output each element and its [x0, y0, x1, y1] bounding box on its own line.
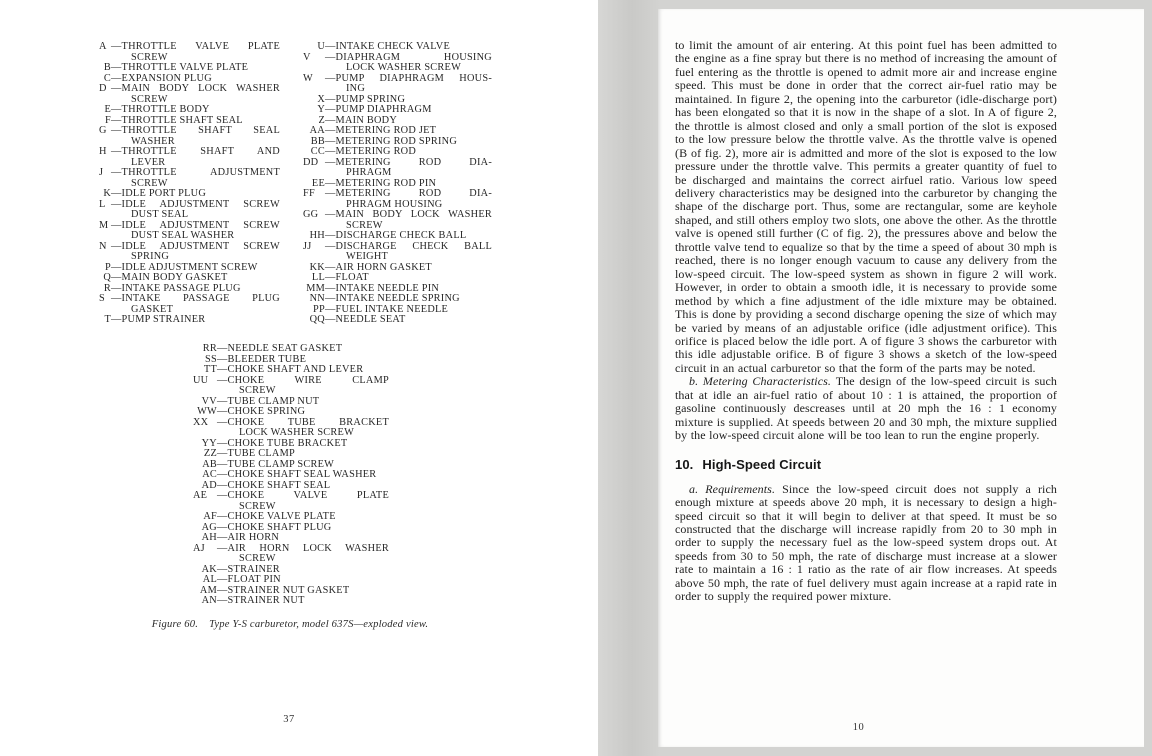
part-letter: AM: [199, 584, 217, 596]
part-name: CHOKE SPRING: [227, 406, 306, 417]
parts-list-entry: [99, 200, 280, 221]
parts-list-entry: [303, 315, 492, 326]
part-name-continuation: SCREW: [131, 51, 168, 63]
left-page-number: 37: [283, 714, 295, 725]
part-name: THROTTLE BODY: [121, 104, 210, 115]
part-name: INTAKE CHECK VALVE: [335, 41, 451, 52]
section-heading: [675, 457, 1057, 472]
dash: —: [217, 395, 228, 407]
part-name-continuation: LEVER: [131, 156, 166, 168]
part-name-continuation: GASKET: [131, 303, 174, 315]
parts-list-entry: [193, 491, 389, 512]
part-letter: E: [104, 104, 111, 115]
dash: —: [111, 293, 122, 304]
part-name: THROTTLE SHAFT SEAL: [121, 114, 243, 126]
part-name-continuation: ING: [346, 83, 366, 94]
part-letter: V: [303, 51, 311, 63]
part-name: STRAINER NUT GASKET: [227, 584, 350, 596]
part-letter: L: [99, 198, 106, 210]
part-letter: PP: [313, 303, 325, 315]
part-letter: EE: [311, 177, 325, 189]
part-letter: AA: [309, 125, 325, 136]
dash: —: [325, 135, 336, 147]
dash: —: [217, 353, 228, 365]
dash: —: [217, 416, 228, 428]
dash: —: [217, 521, 228, 533]
dash: —: [111, 83, 122, 94]
part-letter: AF: [203, 511, 217, 522]
parts-list-entry: [193, 376, 389, 397]
parts-list-entry: [303, 74, 492, 95]
part-name-continuation: SCREW: [239, 500, 276, 512]
part-name: STRAINER: [227, 563, 280, 575]
parts-list-upper-col2: [303, 42, 492, 326]
part-name: PUMP DIAPHRAGM HOUS-: [335, 72, 492, 84]
part-letter: YY: [201, 437, 217, 449]
part-letter: R: [103, 282, 111, 294]
part-name: IDLE ADJUSTMENT SCREW: [121, 219, 280, 231]
part-letter: KK: [309, 261, 325, 273]
body-paragraph: to limit the amount of air entering. At this point fuel has been admitted to the engine as a fine spray but there is no method of increasing the amount of fuel entering as the throttle is opened to admit more air and increase engine speed. This must be done in order that the correct air-fuel ratio may be maintained. In figure 2, the opening into the carburetor (idle-discharge port) has been elongated so that it is now in the shape of a slot. In A of figure 2, the throttle is almost closed and only a small portion of the slot is exposed to the low pressure below the throttle valve. As the throttle valve is opened (B of fig. 2), more air is admitted and more of the slot is exposed to the low pressure under the throttle valve. This permits a greater quantity of fuel to be discharged and maintains the correct airfuel ratio. Various low speed delivery characteristics may be designed into the carburetor by changing the shape of the discharge port. Thus, some are rectangular, some are keyhole shaped, and still others employ two slots, one above the other. As the throttle valve is opened still further (C of fig. 2), the pressures above and below the throttle valve tend to equalize so that by the time a speed of about 30 mph is reached, there is no longer enough vacuum to cause any delivery from the low-speed circuit. The low-speed system as shown in figure 2 will work. However, in order to obtain a smooth idle, it is necessary to provide some method by which a fine adjustment of the idle mixture may be obtained. This is done by providing a second discharge opening the size of which may be varied by means of an adjustable orifice (idle adjustment orifice). This orifice is placed below the idle port. A of figure 3 shows the carburetor with this idle adjustable orifice. B of figure 3 shows a sketch of the low-speed circuit in an actual carburetor so that the form of the parts may be noted.: [675, 38, 1057, 375]
part-name: DISCHARGE CHECK BALL: [335, 240, 492, 252]
parts-list-entry: [193, 418, 389, 439]
dash: —: [217, 542, 228, 554]
parts-list-entry: [99, 42, 280, 63]
dash: —: [111, 146, 122, 157]
dash: —: [111, 62, 122, 73]
dash: —: [325, 230, 336, 241]
dash: —: [325, 240, 336, 252]
dash: —: [217, 437, 228, 449]
part-name: CHOKE VALVE PLATE: [227, 490, 389, 501]
part-name-continuation: SCREW: [131, 93, 168, 105]
parts-list-entry: [99, 294, 280, 315]
part-name: TUBE CLAMP SCREW: [227, 458, 335, 470]
part-letter: W: [303, 72, 313, 84]
part-name: IDLE ADJUSTMENT SCREW: [121, 198, 280, 210]
parts-list-entry: [193, 596, 389, 607]
part-name: AIR HORN GASKET: [335, 261, 432, 273]
part-name-continuation: DUST SEAL WASHER: [131, 230, 235, 241]
part-letter: NN: [309, 293, 325, 304]
part-name-continuation: PHRAGM HOUSING: [346, 198, 443, 210]
dash: —: [325, 272, 336, 283]
parts-list-entry: [303, 189, 492, 210]
part-letter: RR: [202, 343, 217, 354]
part-name: CHOKE SHAFT SEAL WASHER: [227, 469, 377, 480]
dash: —: [325, 125, 336, 136]
part-letter: AB: [202, 458, 217, 470]
part-name: INTAKE PASSAGE PLUG: [121, 282, 241, 294]
part-name: MAIN BODY: [335, 114, 398, 126]
part-letter: DD: [303, 156, 319, 168]
body-paragraph: b. Metering Characteristics. The design of the low-speed circuit is such that at idle an air-fuel ratio of about 10 : 1 is attained, the proportion of gasoline continuously descreases until at 20 mph the 16 : 1 economy mixture is supplied. At speeds between 20 and 30 mph, the mixture supplied by the low-speed circuit alone will be too lean to run the engine properly.: [675, 374, 1057, 443]
part-letter: AE: [193, 490, 208, 501]
part-letter: H: [99, 146, 107, 157]
part-name: FUEL INTAKE NEEDLE: [335, 303, 449, 315]
part-name: FLOAT: [335, 272, 369, 283]
paragraph-lead: b. Metering Characteristics.: [689, 374, 836, 389]
part-name: CHOKE TUBE BRACKET: [227, 437, 348, 449]
part-name-continuation: LOCK WASHER SCREW: [239, 427, 355, 438]
dash: —: [111, 41, 122, 52]
dash: —: [325, 188, 336, 199]
part-name: METERING ROD SPRING: [335, 135, 458, 147]
dash: —: [217, 343, 228, 354]
paragraph-lead: a. Requirements.: [689, 481, 783, 496]
part-letter: SS: [205, 353, 217, 365]
dash: —: [325, 261, 336, 273]
part-name: CHOKE SHAFT PLUG: [227, 521, 332, 533]
right-page-text: [675, 39, 1057, 604]
part-letter: B: [103, 62, 111, 73]
page-gutter: [598, 0, 1152, 756]
part-name-continuation: DUST SEAL: [131, 209, 189, 220]
body-paragraph: a. Requirements. Since the low-speed circuit does not supply a rich enough mixture at speeds above 20 mph, it is necessary to design a high-speed circuit so that it will begin to deliver at that speed. It must be so constructed that the discharge will increase rapidly from 20 to 30 mph in order to supply the necessary fuel as the low-speed system drops out. At speeds from 30 to 50 mph, the rate of discharge must increase at a slower rate to maintain a 16 : 1 ratio as the rate of air flow increases. At speeds above 50 mph, the rate of fuel delivery must again increase at a rapid rate in order to supply the required power mixture.: [675, 481, 1057, 604]
part-letter: D: [99, 83, 107, 94]
part-name: DISCHARGE CHECK BALL: [335, 230, 467, 241]
part-name: METERING ROD DIA-: [335, 156, 492, 168]
part-letter: P: [105, 261, 111, 273]
dash: —: [217, 364, 228, 375]
dash: —: [325, 72, 336, 84]
part-name: CHOKE TUBE BRACKET: [227, 416, 389, 428]
dash: —: [325, 41, 336, 52]
part-letter: TT: [203, 364, 217, 375]
part-name-continuation: SCREW: [239, 553, 276, 564]
part-letter: Q: [103, 272, 111, 283]
parts-list-entry: [303, 242, 492, 263]
section-title: High-Speed Circuit: [702, 456, 822, 472]
part-name-continuation: SCREW: [131, 177, 168, 189]
dash: —: [325, 104, 336, 115]
part-name: METERING ROD: [335, 146, 417, 157]
part-name: CHOKE VALVE PLATE: [227, 511, 336, 522]
part-name: NEEDLE SEAT: [335, 314, 406, 325]
part-name: TUBE CLAMP: [227, 448, 295, 459]
parts-list-entry: [99, 168, 280, 189]
part-name: NEEDLE SEAT GASKET: [227, 343, 343, 354]
part-letter: AG: [201, 521, 217, 533]
part-letter: GG: [303, 209, 319, 220]
part-letter: QQ: [309, 314, 325, 325]
part-letter: UU: [193, 374, 209, 386]
dash: —: [217, 469, 228, 480]
part-letter: K: [103, 188, 111, 199]
part-letter: AK: [201, 563, 217, 575]
part-name-continuation: SCREW: [239, 385, 276, 396]
dash: —: [325, 177, 336, 189]
part-name-continuation: WASHER: [131, 135, 175, 147]
part-name: THROTTLE ADJUSTMENT: [121, 167, 280, 178]
part-name: STRAINER NUT: [227, 595, 305, 606]
part-letter: U: [317, 41, 325, 52]
part-letter: AC: [202, 469, 217, 480]
part-letter: ZZ: [203, 448, 217, 459]
dash: —: [111, 282, 122, 294]
dash: —: [217, 563, 228, 575]
parts-list-entry: [99, 221, 280, 242]
part-letter: J: [99, 167, 104, 178]
dash: —: [111, 272, 122, 283]
part-name-continuation: SCREW: [346, 219, 383, 231]
dash: —: [111, 261, 122, 273]
parts-list-entry: [99, 242, 280, 263]
part-name: METERING ROD JET: [335, 125, 437, 136]
part-letter: M: [99, 219, 109, 231]
dash: —: [111, 104, 122, 115]
parts-list-entry: [303, 53, 492, 74]
dash: —: [325, 114, 336, 126]
part-name: THROTTLE SHAFT AND: [121, 146, 280, 157]
part-name-continuation: WEIGHT: [346, 251, 389, 262]
part-name-continuation: SPRING: [131, 251, 170, 262]
part-name: AIR HORN LOCK WASHER: [227, 542, 389, 554]
part-letter: JJ: [303, 240, 312, 252]
right-page: [658, 9, 1144, 747]
part-letter: Y: [317, 104, 325, 115]
dash: —: [325, 93, 336, 105]
part-letter: LL: [311, 272, 325, 283]
part-letter: T: [104, 314, 111, 325]
part-name: PUMP STRAINER: [121, 314, 206, 325]
dash: —: [325, 314, 336, 325]
dash: —: [111, 188, 122, 199]
part-name: METERING ROD DIA-: [335, 188, 492, 199]
dash: —: [217, 479, 228, 491]
part-name: AIR HORN: [227, 532, 280, 543]
part-name: CHOKE SHAFT SEAL: [227, 479, 331, 491]
dash: —: [325, 51, 336, 63]
parts-list-entry: [99, 126, 280, 147]
dash: —: [111, 198, 122, 210]
part-letter: N: [99, 240, 107, 252]
dash: —: [217, 458, 228, 470]
dash: —: [111, 219, 122, 231]
part-name: PUMP DIAPHRAGM: [335, 104, 432, 115]
parts-list-entry: [99, 147, 280, 168]
dash: —: [217, 584, 228, 596]
dash: —: [111, 240, 122, 252]
parts-list-entry: [99, 84, 280, 105]
dash: —: [111, 167, 122, 178]
figure-caption-text: Type Y-S carburetor, model 637S—exploded view.: [209, 619, 429, 630]
part-letter: C: [103, 72, 111, 84]
part-letter: X: [317, 93, 325, 105]
part-letter: AJ: [193, 542, 205, 554]
part-name: DIAPHRAGM HOUSING: [335, 51, 492, 63]
dash: —: [325, 209, 336, 220]
part-name: MAIN BODY LOCK WASHER: [121, 83, 280, 94]
dash: —: [325, 156, 336, 168]
part-letter: Z: [318, 114, 325, 126]
part-name: IDLE ADJUSTMENT SCREW: [121, 240, 280, 252]
parts-list-entry: [303, 158, 492, 179]
part-name: INTAKE NEEDLE PIN: [335, 282, 440, 294]
dash: —: [217, 595, 228, 606]
part-name-continuation: LOCK WASHER SCREW: [346, 62, 462, 73]
part-name: CHOKE SHAFT AND LEVER: [227, 364, 364, 375]
part-name: THROTTLE SHAFT SEAL: [121, 125, 280, 136]
part-letter: CC: [310, 146, 325, 157]
dash: —: [325, 303, 336, 315]
section-number: 10.: [675, 456, 694, 472]
part-name: EXPANSION PLUG: [121, 72, 212, 84]
part-letter: F: [105, 114, 111, 126]
dash: —: [325, 146, 336, 157]
dash: —: [217, 448, 228, 459]
part-letter: AD: [201, 479, 217, 491]
part-letter: BB: [310, 135, 325, 147]
dash: —: [111, 72, 122, 84]
dash: —: [217, 574, 228, 585]
dash: —: [217, 532, 228, 543]
dash: —: [325, 293, 336, 304]
dash: —: [217, 511, 228, 522]
dash: —: [217, 374, 228, 386]
dash: —: [217, 490, 228, 501]
part-letter: AL: [202, 574, 217, 585]
part-name: INTAKE NEEDLE SPRING: [335, 293, 460, 304]
part-name: MAIN BODY GASKET: [121, 272, 228, 283]
part-name: THROTTLE VALVE PLATE: [121, 41, 280, 52]
part-letter: HH: [309, 230, 325, 241]
dash: —: [325, 282, 336, 294]
dash: —: [217, 406, 228, 417]
figure-caption: [80, 619, 500, 630]
part-name: INTAKE PASSAGE PLUG: [121, 293, 280, 304]
dash: —: [111, 114, 122, 126]
parts-list-entry: [303, 210, 492, 231]
dash: —: [111, 314, 122, 325]
part-letter: AN: [201, 595, 217, 606]
part-letter: AH: [201, 532, 217, 543]
part-name-continuation: PHRAGM: [346, 167, 392, 178]
part-letter: XX: [193, 416, 209, 428]
part-letter: A: [99, 41, 107, 52]
parts-list-entry: [99, 315, 280, 326]
part-letter: MM: [306, 282, 325, 294]
part-letter: WW: [197, 406, 217, 417]
part-name: FLOAT PIN: [227, 574, 281, 585]
part-name: MAIN BODY LOCK WASHER: [335, 209, 492, 220]
part-letter: FF: [303, 188, 315, 199]
part-letter: G: [99, 125, 107, 136]
dash: —: [111, 125, 122, 136]
part-letter: VV: [201, 395, 217, 407]
part-name: IDLE ADJUSTMENT SCREW: [121, 261, 258, 273]
part-name: IDLE PORT PLUG: [121, 188, 207, 199]
part-name: PUMP SPRING: [335, 93, 406, 105]
part-name: METERING ROD PIN: [335, 177, 437, 189]
figure-caption-label: Figure 60.: [151, 619, 199, 630]
parts-list-entry: [193, 544, 389, 565]
right-page-number: 10: [852, 722, 865, 733]
part-name: CHOKE WIRE CLAMP: [227, 374, 389, 386]
part-name: BLEEDER TUBE: [227, 353, 307, 365]
part-letter: S: [99, 293, 105, 304]
parts-list-lower: [193, 344, 389, 607]
part-name: THROTTLE VALVE PLATE: [121, 62, 249, 73]
part-name: TUBE CLAMP NUT: [227, 395, 320, 407]
parts-list-upper-col1: [99, 42, 280, 326]
